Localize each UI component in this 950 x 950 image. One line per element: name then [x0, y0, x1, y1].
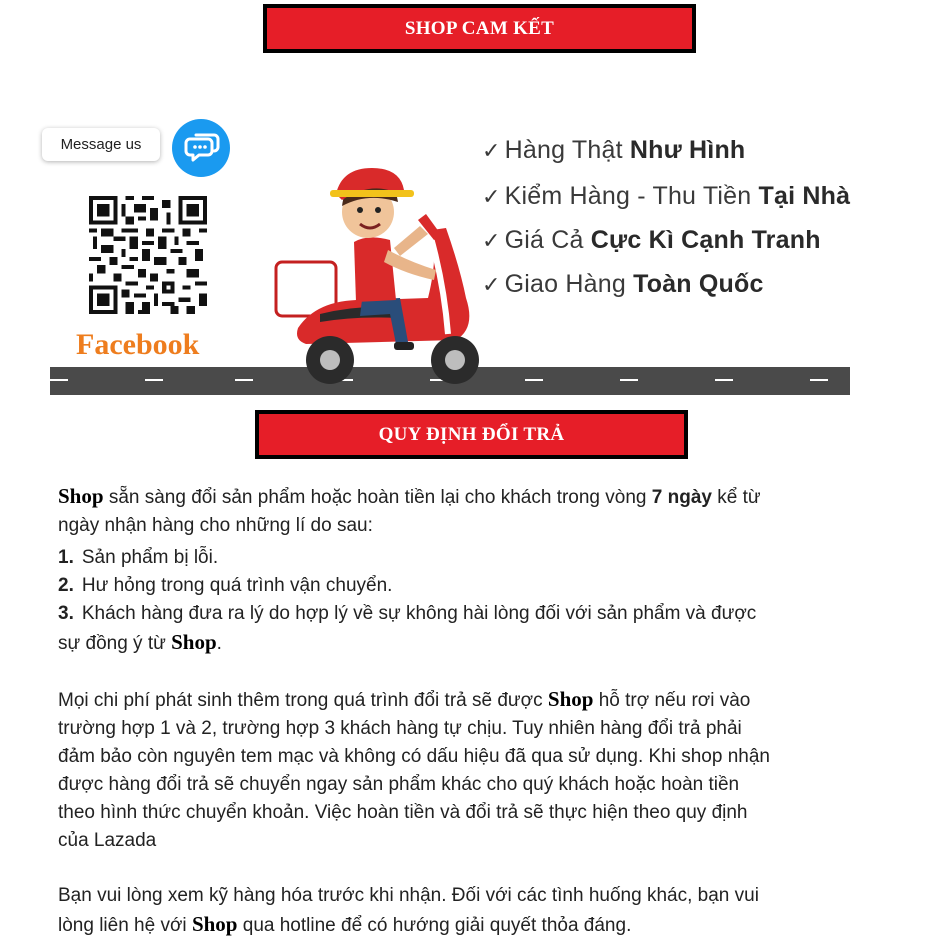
policy-text: sẵn sàng đổi sản phẩm hoặc hoàn tiền lại cho khách trong vòng	[103, 487, 652, 508]
shop-name: Shop	[191, 912, 238, 936]
policy-paragraph-contact	[58, 882, 858, 940]
list-number: 3.	[58, 603, 74, 624]
shop-name: Shop	[58, 484, 104, 508]
days-highlight: 7 ngày	[651, 487, 712, 508]
list-text: sự đồng ý từ	[58, 633, 172, 654]
commitment-bold-text: Toàn Quốc	[633, 270, 764, 298]
paragraph-line: trường hợp 1 và 2, trường hợp 3 khách hàng tự chịu. Tuy nhiên hàng đổi trả phải	[58, 718, 742, 739]
list-item	[58, 544, 858, 572]
paragraph-line	[58, 910, 858, 940]
return-policy-banner	[255, 410, 688, 459]
paragraph-line: được hàng đổi trả sẽ chuyển ngay sản phẩm khác cho quý khách hoặc hoàn tiền	[58, 774, 740, 795]
paragraph-line: của Lazada	[58, 830, 157, 851]
policy-paragraph-costs	[58, 685, 858, 855]
check-icon: ✓	[482, 229, 501, 254]
banner-title: SHOP CAM KẾT	[404, 17, 555, 39]
list-text: Sản phẩm bị lỗi.	[81, 547, 219, 568]
commitment-text: Hàng Thật	[504, 136, 630, 164]
list-item	[58, 600, 858, 628]
policy-intro-line: ngày nhận hàng cho những lí do sau:	[58, 515, 373, 536]
check-icon: ✓	[482, 273, 501, 298]
policy-text: kể từ	[711, 487, 761, 508]
paragraph-line	[58, 685, 858, 715]
message-us-label: Message us	[60, 136, 142, 153]
commitment-bold-text: Cực Kì Cạnh Tranh	[590, 226, 821, 254]
list-text: .	[216, 633, 222, 654]
paragraph-line: theo hình thức chuyển khoản. Việc hoàn tiền và đổi trả sẽ thực hiện theo quy định	[58, 802, 748, 823]
paragraph-text: lòng liên hệ với	[58, 915, 192, 936]
commitment-bold-text: Như Hình	[629, 136, 746, 164]
banner-title: QUY ĐỊNH ĐỔI TRẢ	[378, 423, 565, 445]
commitment-text: Giá Cả	[504, 226, 591, 254]
paragraph-text: qua hotline để có hướng giải quyết thỏa đáng.	[237, 915, 632, 936]
list-item	[58, 572, 858, 600]
list-text: Khách hàng đưa ra lý do hợp lý về sự không hài lòng đối với sản phẩm và được	[81, 603, 757, 624]
message-us-bubble[interactable]	[42, 128, 160, 161]
policy-intro-line	[58, 482, 858, 512]
commitment-item	[482, 226, 821, 255]
list-text: Hư hỏng trong quá trình vận chuyển.	[81, 575, 393, 596]
paragraph-text: hỗ trợ nếu rơi vào	[593, 690, 751, 711]
shop-name: Shop	[547, 687, 594, 711]
list-number: 1.	[58, 547, 74, 568]
commitment-item	[482, 182, 850, 211]
shop-name: Shop	[171, 630, 217, 654]
paragraph-line: đảm bảo còn nguyên tem mạc và không có dấu hiệu đã qua sử dụng. Khi shop nhận	[58, 746, 770, 767]
commitment-item	[482, 136, 745, 165]
commitment-text: Giao Hàng	[504, 270, 634, 298]
policy-intro	[58, 482, 858, 658]
paragraph-line: Bạn vui lòng xem kỹ hàng hóa trước khi nhận. Đối với các tình huống khác, bạn vui	[58, 885, 759, 906]
commitment-item	[482, 270, 764, 299]
delivery-scooter-illustration	[270, 150, 500, 390]
chat-bubbles-icon	[172, 119, 230, 177]
paragraph-text: Mọi chi phí phát sinh thêm trong quá trình đổi trả sẽ được	[58, 690, 548, 711]
check-icon: ✓	[482, 139, 501, 164]
messenger-button[interactable]	[172, 119, 230, 177]
check-icon: ✓	[482, 185, 501, 210]
list-item-continued	[58, 628, 858, 658]
list-number: 2.	[58, 575, 74, 596]
shop-commitment-banner	[263, 4, 696, 53]
facebook-label: Facebook	[76, 328, 200, 361]
commitment-text: Kiểm Hàng - Thu Tiền	[504, 182, 759, 210]
qr-code-image[interactable]	[89, 196, 207, 314]
commitment-bold-text: Tại Nhà	[758, 182, 851, 210]
